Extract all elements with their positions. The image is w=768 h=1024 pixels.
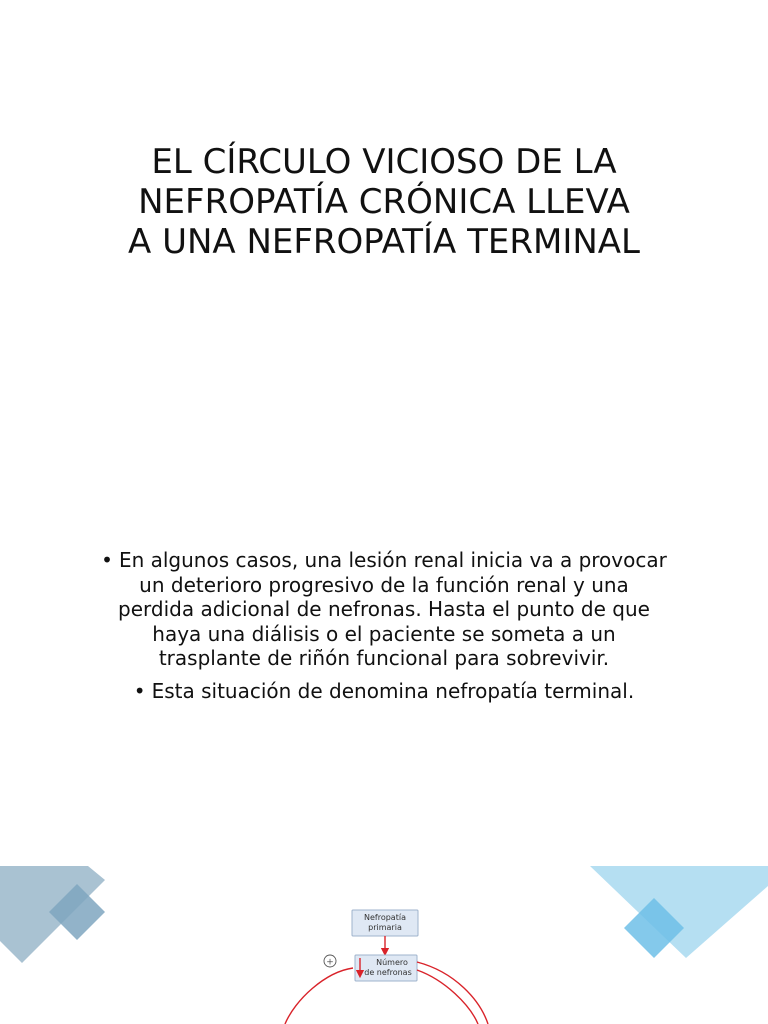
cycle-arc-right: [417, 970, 478, 1024]
box1-line-2: primaria: [368, 923, 402, 932]
title-line: A UNA NEFROPATÍA TERMINAL: [128, 222, 640, 262]
plus-sign: +: [326, 957, 334, 968]
bullet-text-line: Esta situación de denomina nefropatía terminal.: [151, 678, 635, 703]
slide-title: [60, 142, 708, 262]
bullet-text-line: trasplante de riñón funcional para sobrevivir.: [158, 646, 610, 670]
decor-right-diamonds: [590, 866, 768, 966]
bullet-text-line: perdida adicional de nefronas. Hasta el punto de que: [118, 597, 650, 621]
bullet-symbol: •: [133, 678, 146, 703]
box2-line-1: Número: [376, 958, 408, 967]
decor-left-diamonds: [0, 866, 110, 966]
box2-line-2: de nefronas: [364, 968, 412, 977]
decor-right-outer: [590, 866, 768, 958]
bullet-item: [60, 679, 708, 704]
title-line: NEFROPATÍA CRÓNICA LLEVA: [138, 182, 630, 222]
bullet-list: [60, 548, 708, 711]
title-line: EL CÍRCULO VICIOSO DE LA: [151, 142, 617, 182]
cycle-arc-right-outer: [417, 962, 488, 1024]
box1-line-1: Nefropatía: [364, 913, 406, 922]
bullet-symbol: •: [101, 548, 113, 572]
cycle-arc-left: [285, 968, 353, 1024]
bullet-text-line: haya una diálisis o el paciente se someta a un: [152, 621, 616, 646]
bullet-item: [60, 548, 708, 671]
bullet-text-line: En algunos casos, una lesión renal inicia va a provocar: [118, 548, 667, 572]
nephropathy-cycle-diagram: [270, 900, 510, 1024]
bullet-text-line: un deterioro progresivo de la función renal y una: [139, 572, 629, 597]
